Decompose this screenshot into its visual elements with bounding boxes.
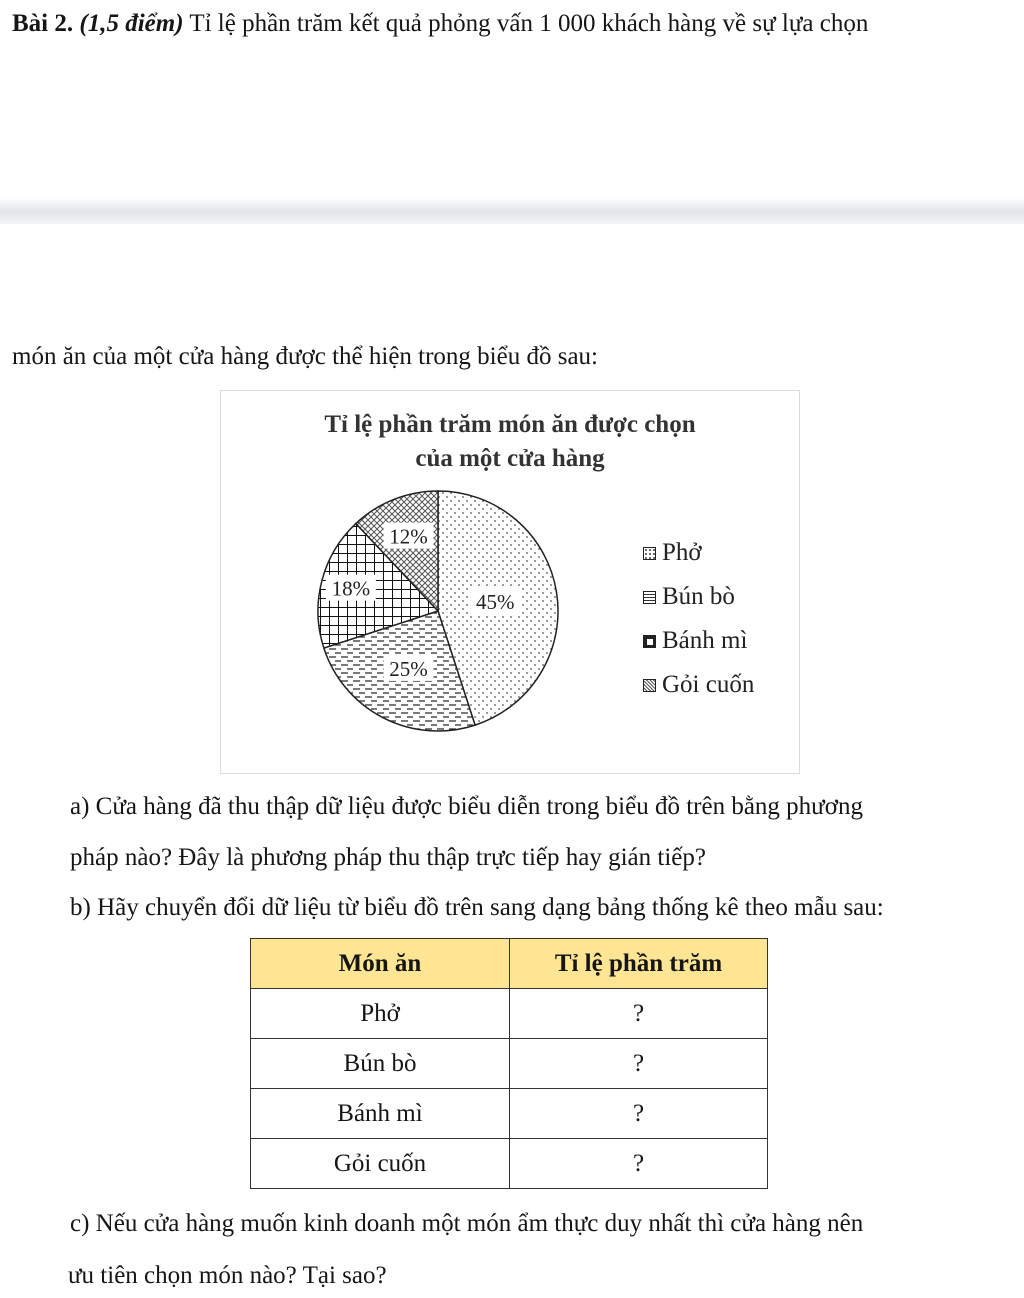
legend-swatch-cross-icon bbox=[643, 679, 656, 692]
question-b-line-1: b) Hãy chuyển đổi dữ liệu từ biểu đồ trên sang dạng bảng thống kê theo mẫu sau: bbox=[70, 894, 884, 921]
problem-points: (1,5 điểm) bbox=[79, 10, 184, 37]
problem-label: Bài 2. bbox=[12, 10, 74, 37]
cell-dish: Bún bò bbox=[251, 1039, 510, 1089]
question-a-line-1: a) Cửa hàng đã thu thập dữ liệu được biểu diễn trong biểu đồ trên bằng phương bbox=[70, 793, 863, 820]
problem-line-1 bbox=[12, 10, 868, 38]
question-a-line-2: pháp nào? Đây là phương pháp thu thập trực tiếp hay gián tiếp? bbox=[70, 844, 706, 871]
cell-dish: Gỏi cuốn bbox=[251, 1139, 510, 1189]
chart-title-line-1: Tỉ lệ phần trăm món ăn được chọn bbox=[324, 411, 696, 438]
cell-dish: Phở bbox=[251, 989, 510, 1039]
table-row bbox=[251, 1089, 768, 1139]
problem-text-1: Tỉ lệ phần trăm kết quả phỏng vấn 1 000 khách hàng về sự lựa chọn bbox=[189, 10, 869, 37]
legend-label-banh-mi: Bánh mì bbox=[662, 627, 748, 654]
pie-chart bbox=[221, 391, 799, 773]
legend-label-goi-cuon: Gỏi cuốn bbox=[662, 671, 755, 698]
legend-label-bun-bo: Bún bò bbox=[662, 583, 735, 610]
cell-percent: ? bbox=[510, 1039, 768, 1089]
cell-dish: Bánh mì bbox=[251, 1089, 510, 1139]
statistics-table bbox=[250, 938, 768, 1189]
cell-percent: ? bbox=[510, 1089, 768, 1139]
chart-title-line-2: của một cửa hàng bbox=[415, 445, 605, 472]
legend-item-pho bbox=[643, 539, 702, 567]
data-label-bun-bo: 25% bbox=[389, 656, 428, 681]
legend-item-goi-cuon bbox=[643, 671, 754, 699]
table-row bbox=[251, 989, 768, 1039]
cell-percent: ? bbox=[510, 989, 768, 1039]
header-percent: Tỉ lệ phần trăm bbox=[510, 939, 768, 989]
table-header-row bbox=[251, 939, 768, 989]
data-label-banh-mi: 18% bbox=[331, 576, 371, 601]
question-c-line-2: ưu tiên chọn món nào? Tại sao? bbox=[68, 1262, 387, 1289]
data-label-goi-cuon: 12% bbox=[389, 524, 428, 549]
data-label-pho: 45% bbox=[476, 589, 515, 614]
legend-swatch-grid-icon bbox=[643, 635, 656, 648]
header-dish: Món ăn bbox=[251, 939, 510, 989]
screenshot-separator bbox=[0, 198, 1024, 224]
legend-swatch-dash-icon bbox=[643, 591, 656, 604]
legend-item-bun-bo bbox=[643, 583, 735, 611]
question-c-line-1: c) Nếu cửa hàng muốn kinh doanh một món ẩm thực duy nhất thì cửa hàng nên bbox=[70, 1210, 864, 1237]
table-row bbox=[251, 1139, 768, 1189]
legend-swatch-dots-icon bbox=[643, 547, 656, 560]
legend-label-pho: Phở bbox=[662, 539, 702, 566]
table-row bbox=[251, 1039, 768, 1089]
pie-chart-panel bbox=[220, 390, 800, 774]
legend-item-banh-mi bbox=[643, 627, 747, 655]
problem-text-2: món ăn của một cửa hàng được thể hiện trong biểu đồ sau: bbox=[12, 343, 598, 370]
cell-percent: ? bbox=[510, 1139, 768, 1189]
